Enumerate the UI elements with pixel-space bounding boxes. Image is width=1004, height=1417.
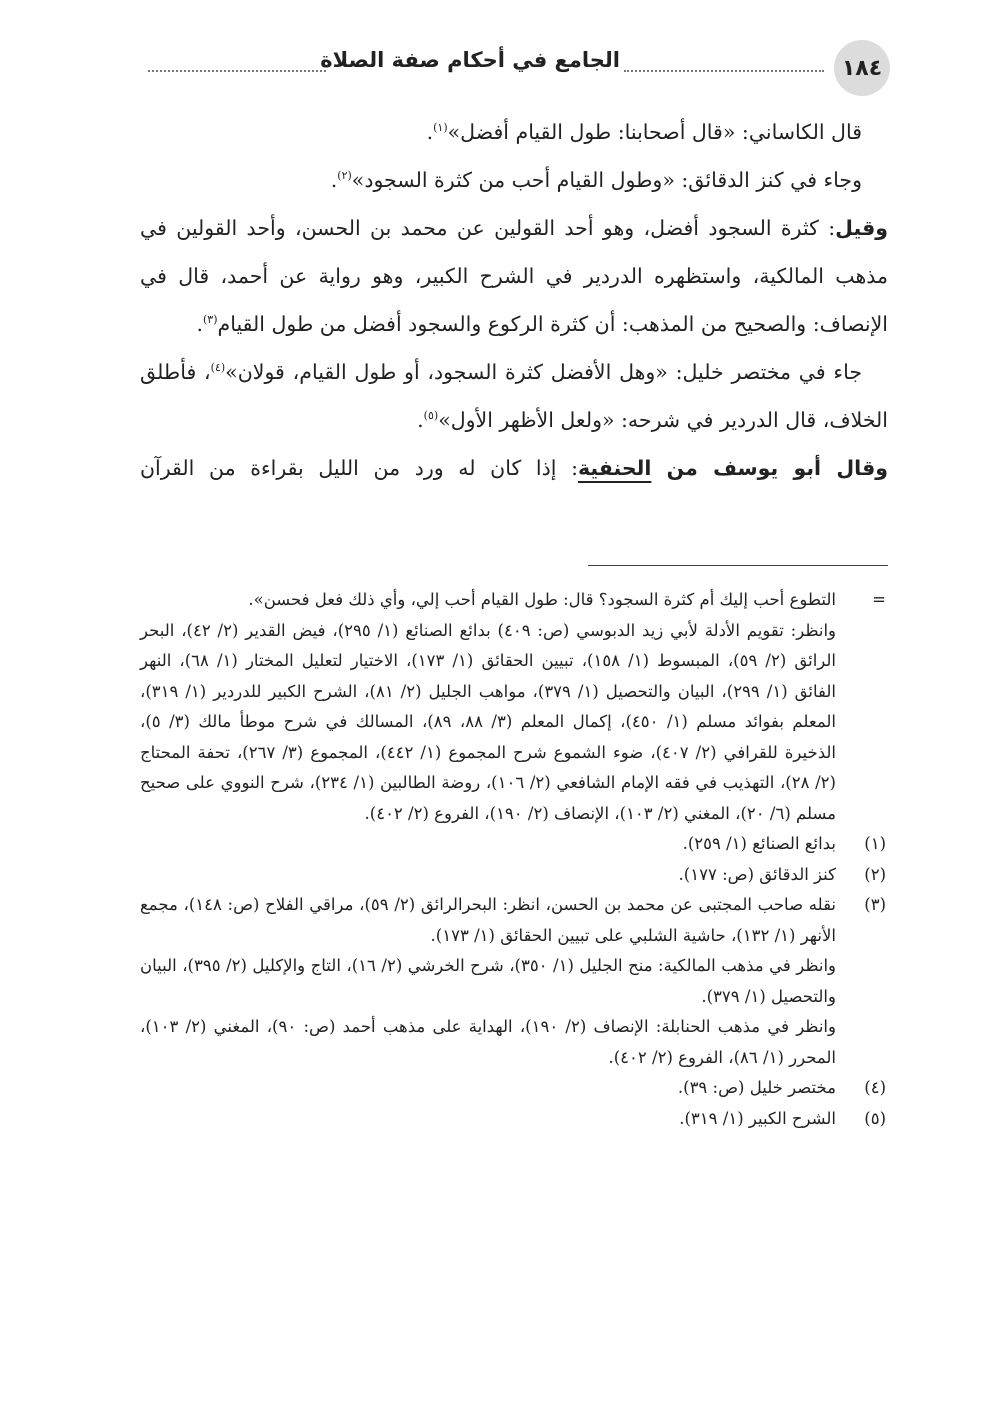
header-dots-right (624, 70, 824, 72)
p3-text: : كثرة السجود أفضل، وهو أحد القولين عن محمد بن الحسن، وأحد القولين في مذهب المالكية، واستظهره الدردير في الشرح الكبير، وهو رواية عن أحمد، قال في الإنصاف: والصحيح من المذهب: أن كثرة الركوع والسجود أفضل من طول القيام (140, 216, 888, 336)
footnote-continued (140, 585, 888, 616)
page-header (140, 40, 890, 100)
footnote-3-text-c: وانظر في مذهب الحنابلة: الإنصاف (٢/ ١٩٠)، الهداية على مذهب أحمد (ص: ٩٠)، المغني (٢/ ١٠٣)، المحرر (١/ ٨٦)، الفروع (٢/ ٤٠٢). (140, 1017, 836, 1067)
paragraph-4 (140, 348, 888, 444)
footnote-5 (140, 1104, 888, 1135)
p4-text-a: جاء في مختصر خليل: «وهل الأفضل كثرة السجود، أو طول القيام، قولان» (225, 360, 862, 384)
footnote-ref-5: (٥) (423, 409, 439, 423)
p1-text: قال الكاساني: «قال أصحابنا: طول القيام أفضل» (447, 120, 862, 144)
book-title: الجامع في أحكام صفة الصلاة (320, 48, 620, 72)
footnote-ref-3: (٣) (202, 313, 218, 327)
footnote-4 (140, 1073, 888, 1104)
continued-text-1: التطوع أحب إليك أم كثرة السجود؟ قال: طول القيام أحب إلي، وأي ذلك فعل فحسن». (248, 590, 836, 609)
footnote-2-text: كنز الدقائق (ص: ١٧٧). (678, 864, 836, 884)
footnote-5-mark: (٥) (864, 1108, 886, 1128)
footnote-3-text-a: نقله صاحب المجتبى عن محمد بن الحسن، انظر: البحرالرائق (٢/ ٥٩)، مراقي الفلاح (ص: ١٤٨)، مجمع الأنهر (١/ ١٣٢)، حاشية الشلبي على تبيين الحقائق (١/ ١٧٣). (140, 895, 837, 945)
page-number: ١٨٤ (834, 40, 890, 96)
footnote-ref-1: (١) (433, 121, 448, 135)
p5-text: : إذا كان له ورد من الليل بقراءة من القرآن (140, 456, 578, 480)
paragraph-2 (140, 156, 888, 204)
p2-text: وجاء في كنز الدقائق: «وطول القيام أحب من كثرة السجود» (351, 168, 862, 192)
paragraph-1 (140, 108, 888, 156)
footnote-2-mark: (٢) (864, 864, 886, 884)
footnotes (140, 585, 888, 1134)
footnote-1 (140, 829, 888, 860)
footnote-4-mark: (٤) (864, 1078, 886, 1097)
footnote-separator (588, 565, 888, 566)
p1-end: . (426, 120, 434, 144)
footnote-3-part-2 (140, 951, 888, 1012)
paragraph-5 (140, 444, 888, 492)
p4-text-b: ، فأطلق الخلاف، قال الدردير في شرحه: «ولعل الأظهر الأول» (140, 360, 888, 432)
footnote-4-text: مختصر خليل (ص: ٣٩). (677, 1078, 836, 1097)
footnote-ref-4: (٤) (210, 361, 226, 375)
footnote-ref-2: (٢) (337, 169, 352, 183)
paragraph-3 (140, 204, 888, 348)
continuation-mark: = (872, 590, 886, 609)
footnote-1-text: بدائع الصنائع (١/ ٢٥٩). (682, 834, 836, 853)
footnote-continued-2 (140, 616, 888, 830)
p5-label-b: الحنفية (577, 456, 652, 480)
footnote-5-text: الشرح الكبير (١/ ٣١٩). (679, 1108, 836, 1128)
footnote-3-text-b: وانظر في مذهب المالكية: منح الجليل (١/ ٣٥٠)، شرح الخرشي (٢/ ١٦)، التاج والإكليل (٢/ ٣٩٥)، البيان والتحصيل (١/ ٣٧٩). (140, 956, 837, 1006)
footnote-3-mark: (٣) (864, 895, 886, 914)
footnote-2 (140, 860, 888, 891)
footnote-1-mark: (١) (864, 834, 886, 853)
footnote-3-part-3 (140, 1012, 888, 1073)
p5-label-a: وقال أبو يوسف من (651, 456, 888, 480)
footnote-3 (140, 890, 888, 951)
main-text (140, 108, 888, 492)
p2-end: . (330, 168, 338, 192)
header-dots-left (148, 70, 326, 72)
p3-label: وقيل (835, 216, 888, 240)
p4-end: . (417, 408, 424, 432)
p3-end: . (196, 312, 203, 336)
continued-text-2: وانظر: تقويم الأدلة لأبي زيد الدبوسي (ص: ٤٠٩) بدائع الصنائع (١/ ٢٩٥)، فيض القدير (٢/ ٤٢)، البحر الرائق (٢/ ٥٩)، المبسوط (١/ ١٥٨)، تبيين الحقائق (١/ ١٧٣)، الاختيار لتعليل المختار (١/ ٦٨)، النهر الفائق (١/ ٢٩٩)، البيان والتحصيل (١/ ٣٧٩)، مواهب الجليل (٢/ ٨١)، الشرح الكبير للدردير (١/ ٣١٩)، المعلم بفوائد مسلم (١/ ٤٥٠)، إكمال المعلم (٣/ ٨٨، ٨٩)، المسالك في شرح موطأ مالك (٣/ ٥)، الذخيرة للقرافي (٢/ ٤٠٧)، ضوء الشموع شرح المجموع (١/ ٤٤٢)، المجموع (٣/ ٢٦٧)، تحفة المحتاج (٢/ ٢٨)، التهذيب في فقه الإمام الشافعي (٢/ ١٠٦)، روضة الطالبين (١/ ٢٣٤)، شرح النووي على صحيح مسلم (٦/ ٢٠)، المغني (٢/ ١٠٣)، الإنصاف (٢/ ١٩٠)، الفروع (٢/ ٤٠٢). (140, 620, 837, 823)
